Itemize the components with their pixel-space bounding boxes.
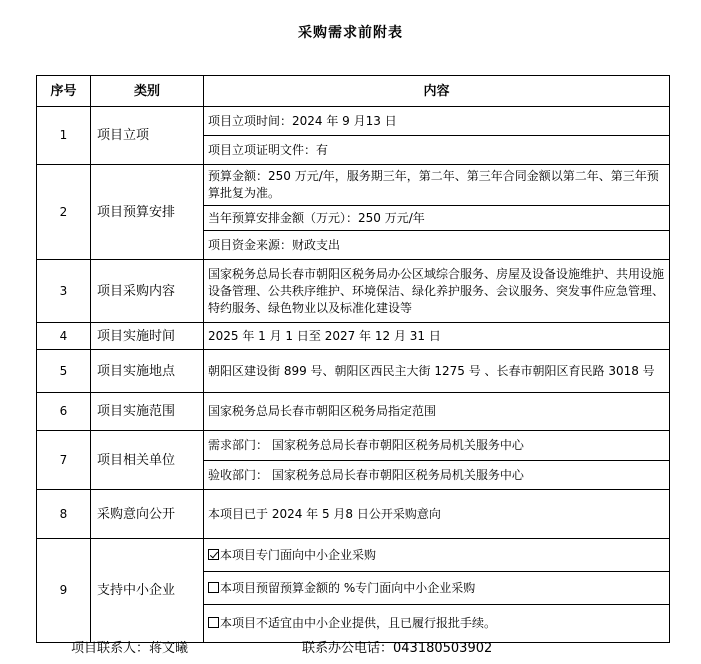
table-row	[37, 431, 670, 461]
row-content: 验收部门： 国家税务总局长春市朝阳区税务局机关服务中心	[204, 461, 670, 490]
row-category: 支持中小企业	[91, 539, 204, 643]
row-number: 7	[37, 431, 91, 490]
row-number: 5	[37, 350, 91, 393]
unchecked-box-icon[interactable]	[208, 617, 219, 628]
row-category: 项目采购内容	[91, 260, 204, 323]
row-category: 项目实施时间	[91, 323, 204, 350]
row-category: 项目相关单位	[91, 431, 204, 490]
unchecked-box-icon[interactable]	[208, 582, 219, 593]
row-content: 当年预算安排金额（万元）：250 万元/年	[204, 206, 670, 231]
checked-box-icon[interactable]	[208, 549, 219, 560]
row-content: 国家税务总局长春市朝阳区税务局指定范围	[204, 393, 670, 431]
header-content: 内容	[204, 76, 670, 107]
row-category: 项目实施范围	[91, 393, 204, 431]
row-number: 4	[37, 323, 91, 350]
sme-option-reserved	[204, 572, 670, 605]
option-label: 本项目不适宜由中小企业提供，且已履行报批手续。	[220, 616, 497, 630]
row-content: 项目资金来源：财政支出	[204, 231, 670, 260]
document-title: 采购需求前附表	[298, 25, 403, 41]
table-row	[37, 165, 670, 206]
row-category: 采购意向公开	[91, 490, 204, 539]
row-number: 6	[37, 393, 91, 431]
row-content: 需求部门： 国家税务总局长春市朝阳区税务局机关服务中心	[204, 431, 670, 461]
row-number: 2	[37, 165, 91, 260]
contact-phone: 联系办公电话：043180503902	[302, 641, 493, 656]
row-category: 项目实施地点	[91, 350, 204, 393]
requirements-table	[36, 75, 670, 643]
row-number: 8	[37, 490, 91, 539]
row-number: 9	[37, 539, 91, 643]
table-row	[37, 539, 670, 572]
row-content: 项目立项证明文件：有	[204, 136, 670, 165]
table-row	[37, 393, 670, 431]
table-row	[37, 490, 670, 539]
header-seq: 序号	[37, 76, 91, 107]
row-number: 3	[37, 260, 91, 323]
header-category: 类别	[91, 76, 204, 107]
row-content: 2025 年 1 月 1 日至 2027 年 12 月 31 日	[204, 323, 670, 350]
row-number: 1	[37, 107, 91, 165]
table-header-row	[37, 76, 670, 107]
row-content: 本项目已于 2024 年 5 月8 日公开采购意向	[204, 490, 670, 539]
table-row	[37, 260, 670, 323]
row-category: 项目立项	[91, 107, 204, 165]
row-category: 项目预算安排	[91, 165, 204, 260]
row-content: 预算金额：250 万元/年，服务期三年，第二年、第三年合同金额以第二年、第三年预算批复为准。	[204, 165, 670, 206]
option-label: 本项目预留预算金额的 %专门面向中小企业采购	[220, 580, 476, 595]
sme-option-dedicated	[204, 539, 670, 572]
table-row	[37, 323, 670, 350]
table-row	[37, 107, 670, 136]
row-content: 朝阳区建设街 899 号、朝阳区西民主大街 1275 号 、长春市朝阳区育民路 3018 号	[204, 350, 670, 393]
row-content: 项目立项时间：2024 年 9 月13 日	[204, 107, 670, 136]
contact-person: 项目联系人：蒋文曦	[71, 641, 189, 656]
row-content: 国家税务总局长春市朝阳区税务局办公区域综合服务、房屋及设备设施维护、共用设施设备管理、公共秩序维护、环境保洁、绿化养护服务、会议服务、突发事件应急管理、特约服务、绿色物业以及标准化建设等	[204, 260, 670, 323]
table-row	[37, 350, 670, 393]
option-label: 本项目专门面向中小企业采购	[220, 547, 377, 562]
